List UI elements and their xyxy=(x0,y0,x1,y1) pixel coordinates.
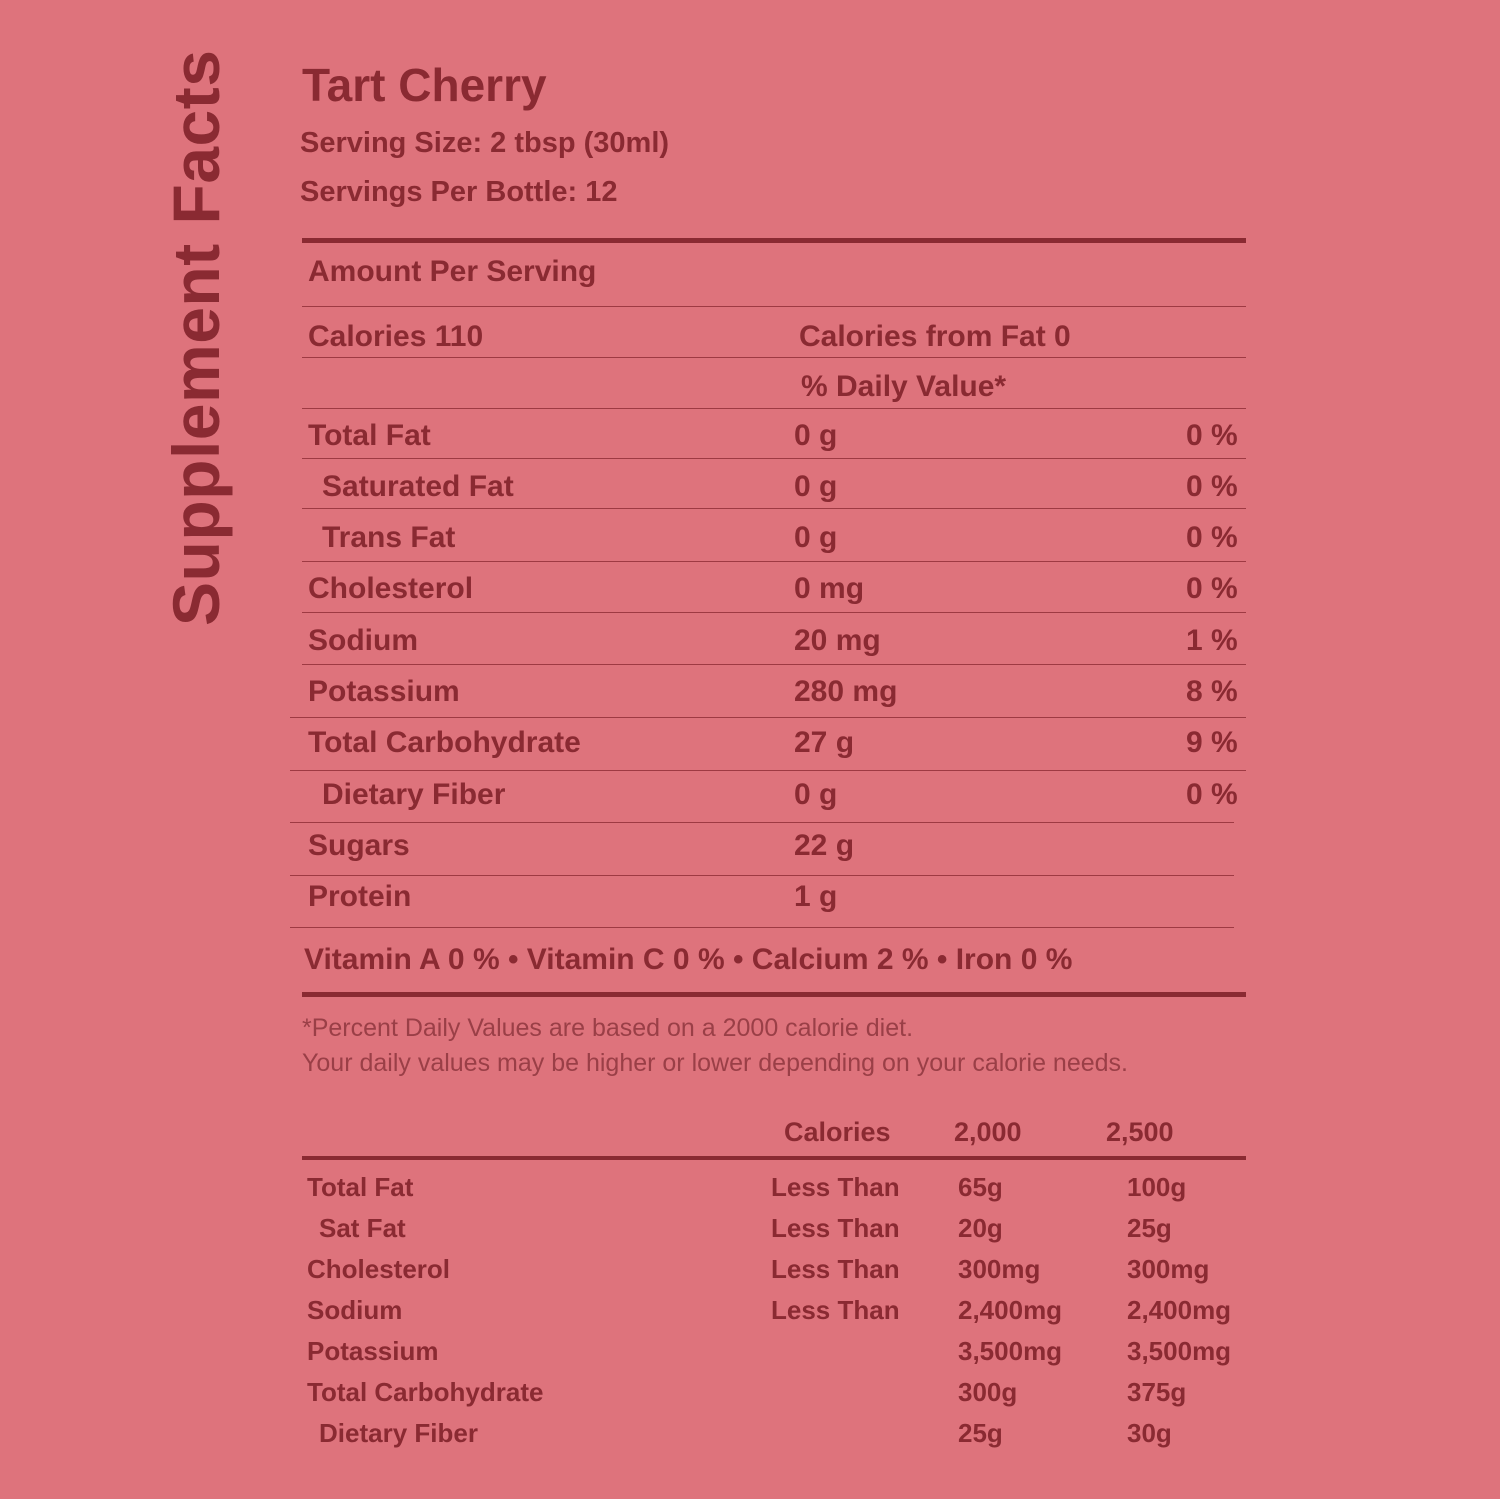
divider xyxy=(302,612,1246,613)
dv-row-2000: 20g xyxy=(958,1213,1003,1243)
dv-col-2500: 2,500 xyxy=(1106,1117,1174,1147)
divider xyxy=(302,408,1246,409)
nutrient-amount: 20 mg xyxy=(794,624,881,657)
dv-col-2000: 2,000 xyxy=(954,1117,1022,1147)
dv-row-qualifier: Less Than xyxy=(771,1254,900,1284)
calories: Calories 110 xyxy=(308,320,484,353)
nutrient-dv: 0 % xyxy=(1186,419,1238,452)
divider xyxy=(290,875,1234,876)
dv-row-2000: 300mg xyxy=(958,1254,1041,1284)
divider xyxy=(290,927,1234,928)
dv-row-name: Cholesterol xyxy=(307,1254,451,1284)
dv-row-2500: 100g xyxy=(1127,1172,1187,1202)
divider xyxy=(302,458,1246,459)
dv-row-2000: 65g xyxy=(958,1172,1003,1202)
calories-from-fat: Calories from Fat 0 xyxy=(799,320,1071,353)
nutrient-amount: 0 mg xyxy=(794,572,865,605)
amount-per-serving: Amount Per Serving xyxy=(308,255,597,288)
nutrient-name: Potassium xyxy=(308,675,460,708)
nutrient-amount: 0 g xyxy=(794,419,838,452)
divider xyxy=(290,770,1246,771)
divider xyxy=(302,357,1246,358)
dv-row-qualifier: Less Than xyxy=(771,1172,900,1202)
top-thick-rule xyxy=(302,238,1246,243)
dv-row-name: Potassium xyxy=(307,1336,439,1366)
product-name: Tart Cherry xyxy=(302,59,547,111)
nutrient-dv: 9 % xyxy=(1186,726,1238,759)
nutrient-amount: 280 mg xyxy=(794,675,898,708)
dv-row-2500: 3,500mg xyxy=(1127,1336,1232,1366)
dv-row-2000: 25g xyxy=(958,1418,1003,1448)
dv-row-2000: 2,400mg xyxy=(958,1295,1063,1325)
dv-table-rule xyxy=(302,1156,1246,1160)
dv-row-name: Sat Fat xyxy=(319,1213,406,1243)
divider xyxy=(290,717,1246,718)
dv-row-2000: 3,500mg xyxy=(958,1336,1063,1366)
nutrient-name: Total Fat xyxy=(308,419,431,452)
nutrient-amount: 0 g xyxy=(794,778,838,811)
servings-per-bottle: Servings Per Bottle: 12 xyxy=(300,176,618,208)
nutrient-dv: 0 % xyxy=(1186,778,1238,811)
divider xyxy=(302,508,1246,509)
nutrient-amount: 0 g xyxy=(794,521,838,554)
nutrient-dv: 1 % xyxy=(1186,624,1238,657)
daily-value-header: % Daily Value* xyxy=(801,370,1007,403)
nutrient-dv: 0 % xyxy=(1186,572,1238,605)
nutrient-name: Cholesterol xyxy=(308,572,474,605)
nutrient-amount: 27 g xyxy=(794,726,855,759)
vitamins-line: Vitamin A 0 % • Vitamin C 0 % • Calcium 2 % • Iron 0 % xyxy=(304,943,1073,976)
divider xyxy=(302,306,1246,307)
nutrient-dv: 0 % xyxy=(1186,470,1238,503)
nutrient-name: Saturated Fat xyxy=(322,470,514,503)
nutrient-dv: 8 % xyxy=(1186,675,1238,708)
serving-size: Serving Size: 2 tbsp (30ml) xyxy=(300,127,670,159)
dv-row-qualifier: Less Than xyxy=(771,1295,900,1325)
dv-row-2000: 300g xyxy=(958,1377,1018,1407)
divider xyxy=(302,561,1246,562)
dv-row-2500: 30g xyxy=(1127,1418,1172,1448)
footnote-2: Your daily values may be higher or lower depending on your calorie needs. xyxy=(302,1049,1128,1077)
dv-row-name: Total Carbohydrate xyxy=(307,1377,544,1407)
divider xyxy=(290,822,1234,823)
nutrient-name: Sugars xyxy=(308,829,410,862)
dv-row-name: Dietary Fiber xyxy=(319,1418,478,1448)
dv-col-calories: Calories xyxy=(784,1117,891,1147)
bottom-thick-rule xyxy=(302,992,1246,997)
nutrient-amount: 1 g xyxy=(794,880,838,913)
supplement-facts-title: Supplement Facts xyxy=(159,49,233,626)
nutrient-amount: 22 g xyxy=(794,829,855,862)
dv-row-2500: 300mg xyxy=(1127,1254,1210,1284)
nutrient-name: Dietary Fiber xyxy=(322,778,506,811)
dv-row-2500: 25g xyxy=(1127,1213,1172,1243)
dv-row-name: Total Fat xyxy=(307,1172,414,1202)
dv-row-qualifier: Less Than xyxy=(771,1213,900,1243)
dv-row-2500: 375g xyxy=(1127,1377,1187,1407)
nutrient-amount: 0 g xyxy=(794,470,838,503)
nutrient-name: Trans Fat xyxy=(322,521,456,554)
divider xyxy=(302,664,1246,665)
nutrient-name: Sodium xyxy=(308,624,418,657)
nutrient-name: Total Carbohydrate xyxy=(308,726,581,759)
dv-row-2500: 2,400mg xyxy=(1127,1295,1232,1325)
nutrient-name: Protein xyxy=(308,880,412,913)
nutrient-dv: 0 % xyxy=(1186,521,1238,554)
footnote-1: *Percent Daily Values are based on a 2000 calorie diet. xyxy=(302,1014,914,1042)
dv-row-name: Sodium xyxy=(307,1295,403,1325)
